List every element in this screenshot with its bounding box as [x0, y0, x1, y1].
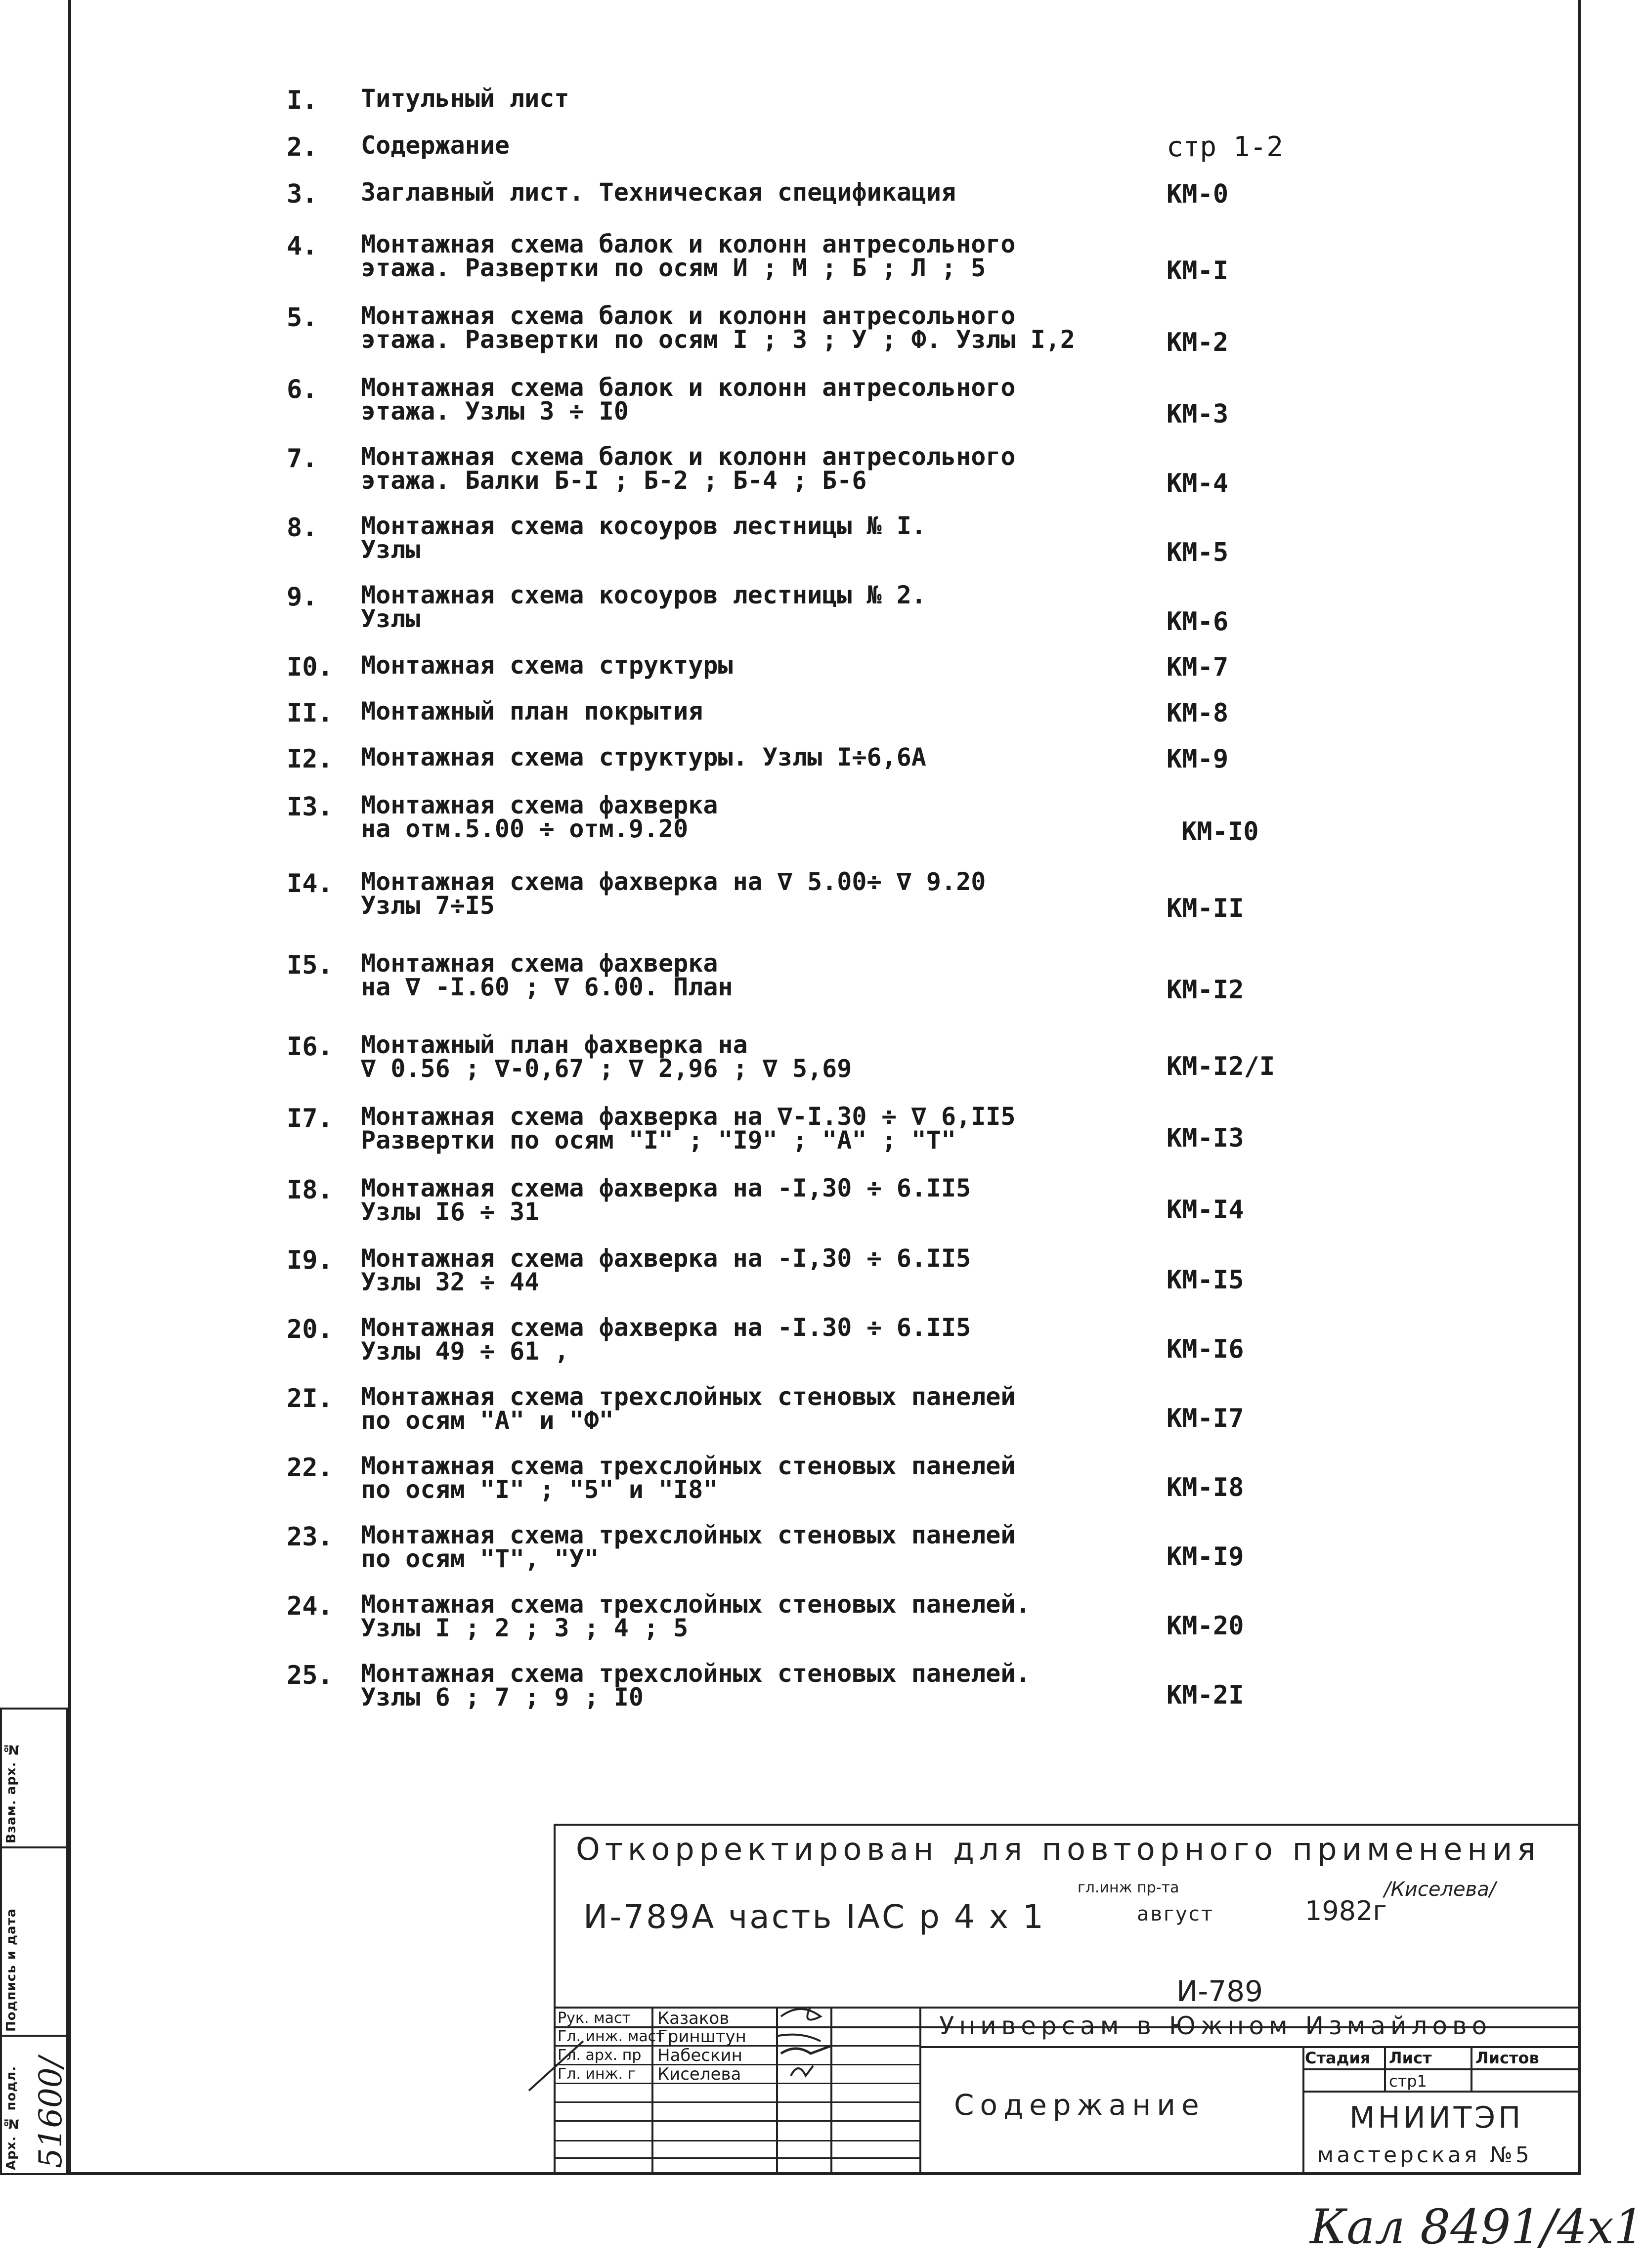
item-sheet-code: КМ-6	[1167, 607, 1229, 637]
header-stage: Стадия	[1305, 2049, 1371, 2067]
workshop: мастерская №5	[1317, 2142, 1532, 2168]
item-sheet-code: КМ-3	[1167, 399, 1229, 429]
item-sheet-code: КМ-I9	[1167, 1542, 1244, 1572]
item-title: Монтажная схема структуры	[361, 651, 733, 680]
item-title: Монтажный план покрытия	[361, 697, 703, 726]
archive-strip	[0, 1708, 68, 2175]
role-3: Гл. арх. пр	[558, 2047, 642, 2064]
item-title: Монтажная схема фахверка на -I,30 ÷ 6.II5 Узлы I6 ÷ 31	[361, 1174, 971, 1226]
item-sheet-code: КМ-0	[1167, 179, 1229, 209]
item-title: Монтажная схема балок и колонн антресольного этажа. Развертки по осям И ; М ; Б ; Л ; 5	[361, 230, 1016, 282]
item-title: Заглавный лист. Техническая спецификация	[361, 178, 956, 207]
item-number: I2.	[287, 744, 333, 774]
item-title: Монтажная схема фахверка на отм.5.00 ÷ отм.9.20	[361, 791, 718, 843]
archive-cell-signature: Подпись и дата	[0, 1846, 68, 2037]
item-title: Монтажная схема косоуров лестницы № 2. Узлы	[361, 581, 926, 633]
corrected-title: Откорректирован для повторного применения	[576, 1831, 1541, 1867]
item-title: Монтажный план фахверка на ∇ 0.56 ; ∇-0,67 ; ∇ 2,96 ; ∇ 5,69	[361, 1030, 852, 1083]
archive-cell-replacement: Взам. арх. №	[0, 1708, 68, 1848]
item-number: I8.	[287, 1175, 333, 1205]
item-sheet-code: КМ-2I	[1167, 1680, 1244, 1710]
item-sheet-code: КМ-20	[1167, 1611, 1244, 1641]
item-sheet-code: КМ-I8	[1167, 1473, 1244, 1502]
item-title: Монтажная схема структуры. Узлы I÷6,6А	[361, 743, 926, 771]
header-sheets: Листов	[1475, 2049, 1539, 2067]
item-number: 4.	[287, 231, 318, 261]
item-sheet-code: КМ-I5	[1167, 1265, 1244, 1295]
signatures-graphic	[494, 1977, 840, 2096]
item-number: I9.	[287, 1245, 333, 1275]
item-title: Монтажная схема трехслойных стеновых панелей по осям "I" ; "5" и "I8"	[361, 1452, 1016, 1504]
item-number: 23.	[287, 1522, 333, 1552]
item-title: Монтажная схема трехслойных стеновых панелей по осям "А" и "Ф"	[361, 1382, 1016, 1435]
item-sheet-code: КМ-5	[1167, 538, 1229, 567]
item-sheet-code: КМ-7	[1167, 652, 1229, 682]
role-1: Рук. маст	[558, 2010, 631, 2027]
item-title: Монтажная схема балок и колонн антресольного этажа. Балки Б-I ; Б-2 ; Б-4 ; Б-6	[361, 442, 1016, 495]
item-title: Титульный лист	[361, 84, 569, 113]
item-sheet-code: стр 1-2	[1167, 131, 1284, 163]
item-title: Монтажная схема трехслойных стеновых панелей по осям "Т", "У"	[361, 1521, 1016, 1573]
item-sheet-code: КМ-I6	[1167, 1334, 1244, 1364]
name-2: Гринштун	[657, 2027, 746, 2047]
item-title: Монтажная схема трехслойных стеновых панелей. Узлы 6 ; 7 ; 9 ; I0	[361, 1659, 1031, 1712]
footer-note: Кал 8491/4х1	[1310, 2199, 1644, 2255]
item-sheet-code: КМ-I7	[1167, 1404, 1244, 1433]
item-number: 6.	[287, 375, 318, 404]
item-number: I3.	[287, 792, 333, 822]
name-1: Казаков	[657, 2009, 730, 2028]
item-sheet-code: КМ-I3	[1167, 1123, 1244, 1153]
item-number: I7.	[287, 1104, 333, 1133]
role-4: Гл. инж. г	[558, 2065, 636, 2083]
name-3: Набескин	[657, 2046, 742, 2065]
item-sheet-code: КМ-2	[1167, 328, 1229, 357]
item-title: Монтажная схема фахверка на ∇-I.30 ÷ ∇ 6,II5 Развертки по осям "I" ; "I9" ; "А" ; "Т"	[361, 1102, 1016, 1155]
item-number: 24.	[287, 1591, 333, 1621]
item-number: 9.	[287, 582, 318, 612]
item-number: 25.	[287, 1661, 333, 1690]
item-number: 8.	[287, 513, 318, 543]
item-sheet-code: КМ-I4	[1167, 1195, 1244, 1225]
item-number: 3.	[287, 179, 318, 209]
sheet-title: Содержание	[954, 2088, 1205, 2122]
organization: МНИИТЭП	[1349, 2100, 1524, 2135]
frame-border-bottom	[68, 2172, 1581, 2175]
item-number: I4.	[287, 869, 333, 899]
header-sheet: Лист	[1389, 2049, 1432, 2067]
item-number: I6.	[287, 1032, 333, 1062]
item-number: 7.	[287, 444, 318, 473]
sheet-number: стр1	[1389, 2072, 1427, 2091]
month: август	[1137, 1903, 1214, 1926]
frame-border-left	[68, 0, 71, 2174]
project-name: Универсам в Южном Измайлово	[939, 2011, 1492, 2040]
project-code: И-789	[1176, 1974, 1263, 2008]
item-sheet-code: КМ-9	[1167, 744, 1229, 774]
item-number: I5.	[287, 950, 333, 980]
item-sheet-code: КМ-4	[1167, 469, 1229, 498]
item-number: 2.	[287, 132, 318, 162]
item-title: Монтажная схема фахверка на ∇ -I.60 ; ∇ 6.00. План	[361, 949, 733, 1001]
item-sheet-code: КМ-II	[1167, 894, 1244, 923]
project-line: И-789А часть IАС р 4 х 1	[583, 1898, 1045, 1936]
item-number: 22.	[287, 1453, 333, 1483]
frame-border-right	[1578, 0, 1581, 2174]
item-sheet-code: КМ-8	[1167, 698, 1229, 728]
item-title: Монтажная схема балок и колонн антресольного этажа. Узлы 3 ÷ I0	[361, 373, 1016, 426]
item-title: Содержание	[361, 131, 510, 160]
item-sheet-code: КМ-I0	[1181, 817, 1259, 847]
engineer-name: /Киселева/	[1384, 1878, 1496, 1901]
item-title: Монтажная схема косоуров лестницы № I. Узлы	[361, 512, 926, 564]
item-number: 5.	[287, 303, 318, 333]
item-title: Монтажная схема фахверка на ∇ 5.00÷ ∇ 9.20 Узлы 7÷I5	[361, 867, 986, 920]
item-number: 20.	[287, 1315, 333, 1344]
item-title: Монтажная схема фахверка на -I,30 ÷ 6.II5 Узлы 32 ÷ 44	[361, 1244, 971, 1296]
item-number: II.	[287, 698, 333, 728]
item-title: Монтажная схема трехслойных стеновых панелей. Узлы I ; 2 ; 3 ; 4 ; 5	[361, 1590, 1031, 1642]
role-2: Гл. инж. маст	[558, 2028, 665, 2045]
item-sheet-code: КМ-I2/I	[1167, 1052, 1275, 1081]
engineer-role: гл.инж пр-та	[1078, 1879, 1179, 1896]
item-number: 2I.	[287, 1384, 333, 1413]
item-sheet-code: КМ-I	[1167, 256, 1229, 286]
name-4: Киселева	[657, 2064, 741, 2084]
item-sheet-code: КМ-I2	[1167, 975, 1244, 1005]
year: 1982г	[1305, 1895, 1387, 1926]
item-number: I0.	[287, 652, 333, 682]
archive-number: 51600/	[33, 2056, 69, 2168]
item-title: Монтажная схема балок и колонн антресольного этажа. Развертки по осям I ; 3 ; У ; Ф. Узлы I,2	[361, 301, 1075, 354]
archive-cell-original: Арх. № подл. 51600/	[0, 2035, 68, 2175]
item-number: I.	[287, 86, 318, 115]
item-title: Монтажная схема фахверка на -I.30 ÷ 6.II5 Узлы 49 ÷ 61 ,	[361, 1313, 971, 1366]
